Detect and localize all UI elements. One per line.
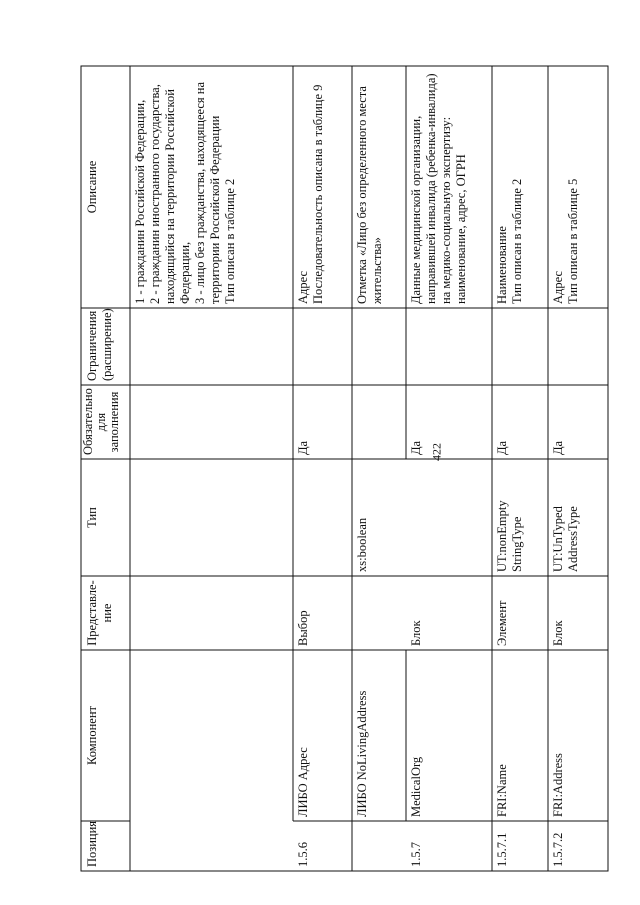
header-required: Обязательно для заполнения (81, 388, 121, 455)
header-type: Тип (85, 507, 99, 528)
table-row-cell-component: MedicalOrg (409, 756, 423, 817)
table-row-cell-representation: Элемент (495, 600, 509, 646)
header-position: Позиция (85, 821, 99, 867)
page-number: 422 (429, 443, 444, 461)
table-row-cell-required: Да (551, 440, 565, 455)
table-row-cell-component: ЛИБО NoLivingAddress (355, 690, 369, 817)
table-row-cell-position: 1.5.6 (296, 842, 310, 867)
table-row-cell-description: Адрес Тип описан в таблице 5 (551, 178, 580, 304)
table-row-cell-description: Адрес Последовательность описана в таблице 9 (296, 84, 325, 304)
table-row-cell-representation: Блок (551, 620, 565, 646)
table-row-cell-component: FRI:Address (551, 753, 565, 817)
header-restrictions: Ограничения (расширение) (85, 308, 114, 381)
header-description: Описание (85, 160, 99, 214)
table-row-cell-representation: Выбор (296, 610, 310, 646)
table-row-cell-description: Наименование Тип описан в таблице 2 (495, 178, 524, 304)
table-row-cell-type: xs:boolean (355, 517, 369, 572)
table-row-cell-description: Данные медицинской организации, направившей инвалида (ребенка-инвалида) на медико-социальную экспертизу: наименование, адрес, ОГРН (409, 73, 468, 304)
table-row-cell-description: Отметка «Лицо без определенного места жительства» (355, 86, 384, 304)
table-row-cell-required: Да (495, 440, 509, 455)
table-row-cell-position: 1.5.7.2 (551, 832, 565, 867)
table-row-cell-component: FRI:Name (495, 764, 509, 817)
table-row-cell-representation: Блок (409, 620, 423, 646)
table-row-cell-type: UT:nonEmpty StringType (495, 500, 524, 572)
table-row-cell-component: ЛИБО Адрес (296, 747, 310, 817)
table-row-cell-position: 1.5.7.1 (495, 832, 509, 867)
table-row-cell-required: Да (296, 440, 310, 455)
table-row-cell-required: Да (409, 440, 423, 455)
table-row-cell-position: 1.5.7 (409, 842, 423, 867)
header-component: Компонент (85, 706, 99, 765)
header-representation: Представле- ние (85, 580, 114, 646)
rotated-table (80, 64, 610, 872)
table-row-cell-description: 1 - гражданин Российской Федерации, 2 - гражданин иностранного государства, находящийся на территории Российской Федерации, 3 - лицо без гражданства, находящееся на территории Российской Федерации Тип описан в таблице 2 (133, 81, 237, 304)
table-row-cell-type: UT:UnTyped AddressType (551, 506, 580, 572)
